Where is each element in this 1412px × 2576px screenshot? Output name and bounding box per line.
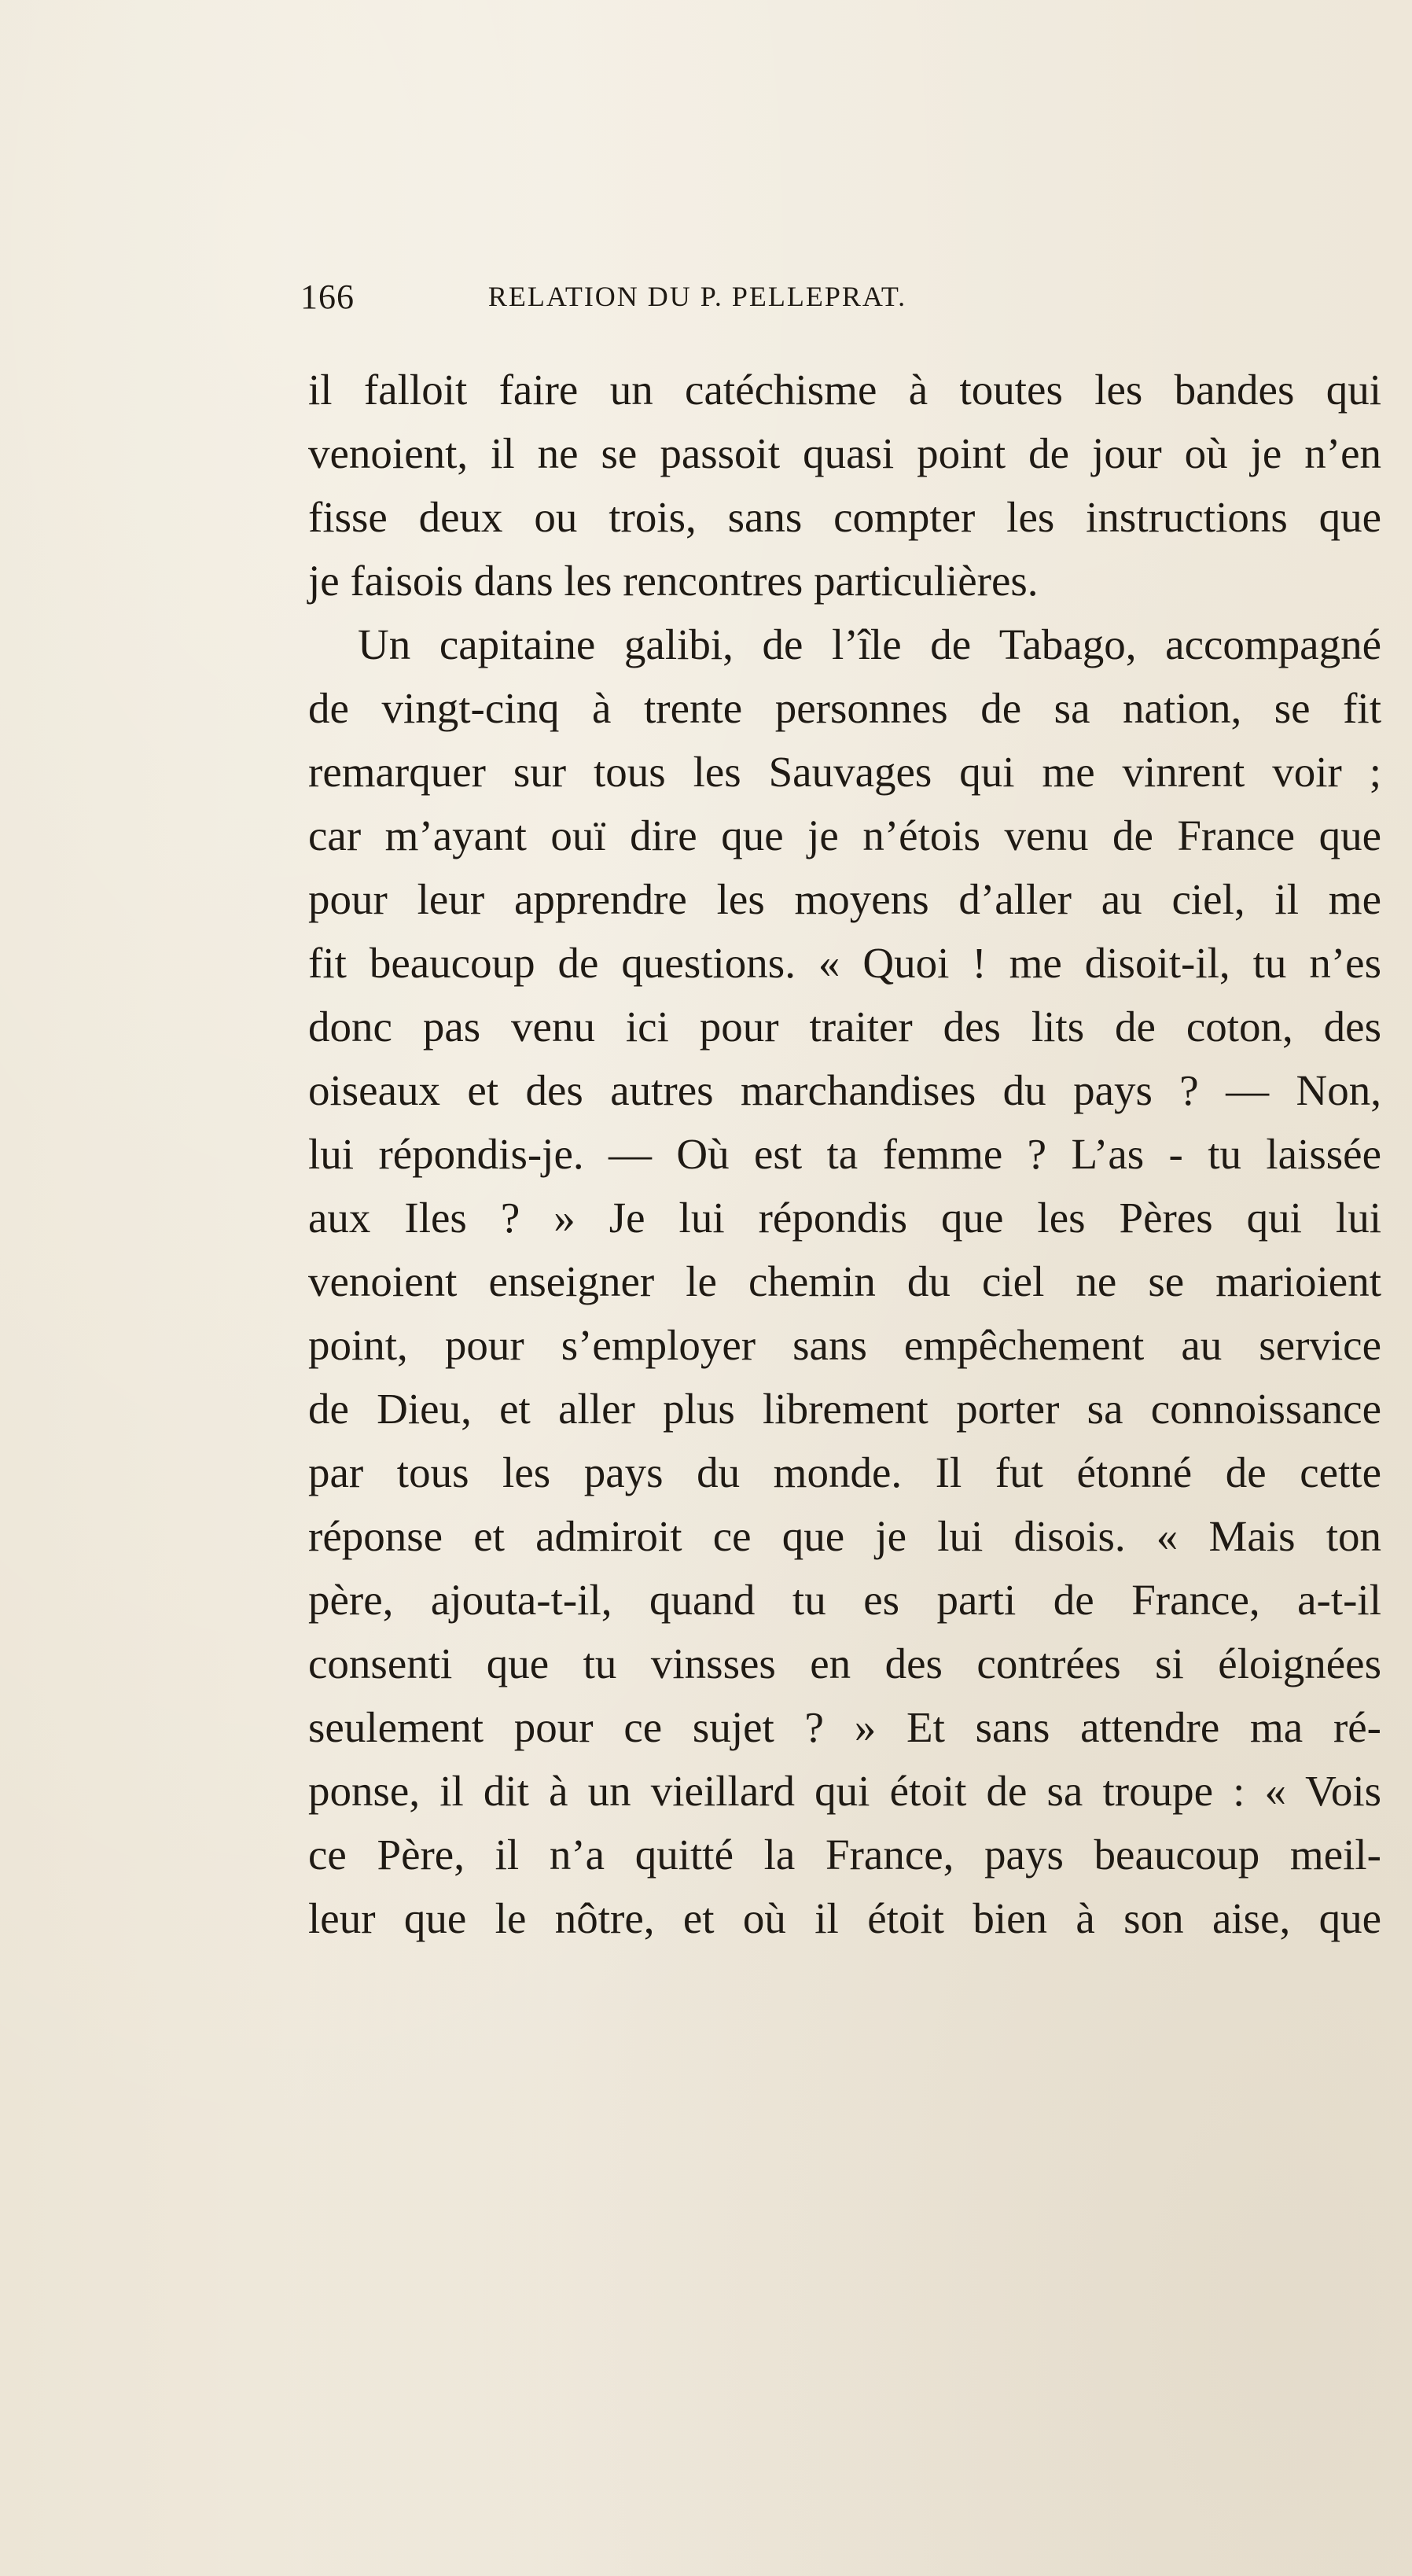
text-line: consenti que tu vinsses en des contrées si éloignées [308,1639,1381,1687]
text-line: fit beaucoup de questions. « Quoi ! me disoit-il, tu n’es [308,939,1381,987]
text-line: leur que le nôtre, et où il étoit bien à son aise, que [308,1894,1381,1942]
text-line: donc pas venu ici pour traiter des lits de coton, des [308,1003,1381,1051]
text-line: je faisois dans les rencontres particulières. [308,557,1039,605]
text-line: pour leur apprendre les moyens d’aller au ciel, il me [308,875,1381,923]
page-number: 166 [300,278,355,316]
text-line: lui répondis-je. — Où est ta femme ? L’as - tu laissée [308,1130,1381,1178]
text-line: ce Père, il n’a quitté la France, pays beaucoup meil- [308,1831,1381,1879]
text-line: de vingt-cinq à trente personnes de sa nation, se fit [308,684,1381,732]
text-line: il falloit faire un catéchisme à toutes les bandes qui [308,366,1381,414]
text-line: remarquer sur tous les Sauvages qui me vinrent voir ; [308,748,1381,796]
text-line: fisse deux ou trois, sans compter les instructions que [308,493,1381,541]
text-line: oiseaux et des autres marchandises du pays ? — Non, [308,1066,1381,1114]
text-line: père, ajouta-t-il, quand tu es parti de France, a-t-il [308,1576,1381,1624]
running-head [300,277,1094,324]
text-line: par tous les pays du monde. Il fut étonné de cette [308,1448,1381,1496]
text-line: aux Iles ? » Je lui répondis que les Pères qui lui [308,1194,1381,1242]
text-line: venoient, il ne se passoit quasi point de jour où je n’en [308,429,1381,477]
body-text [308,358,1381,1950]
text-line: point, pour s’employer sans empêchement au service [308,1321,1381,1369]
text-line: car m’ayant ouï dire que je n’étois venu de France que [308,811,1381,859]
text-line: Un capitaine galibi, de l’île de Tabago, accompagné [358,620,1381,668]
text-line: ponse, il dit à un vieillard qui étoit de sa troupe : « Vois [308,1767,1381,1815]
text-line: seulement pour ce sujet ? » Et sans attendre ma ré- [308,1703,1381,1751]
text-line: de Dieu, et aller plus librement porter sa connoissance [308,1385,1381,1433]
running-title: RELATION DU P. PELLEPRAT. [487,281,907,312]
text-line: réponse et admiroit ce que je lui disois. « Mais ton [308,1512,1381,1560]
text-line: venoient enseigner le chemin du ciel ne se marioient [308,1257,1381,1305]
